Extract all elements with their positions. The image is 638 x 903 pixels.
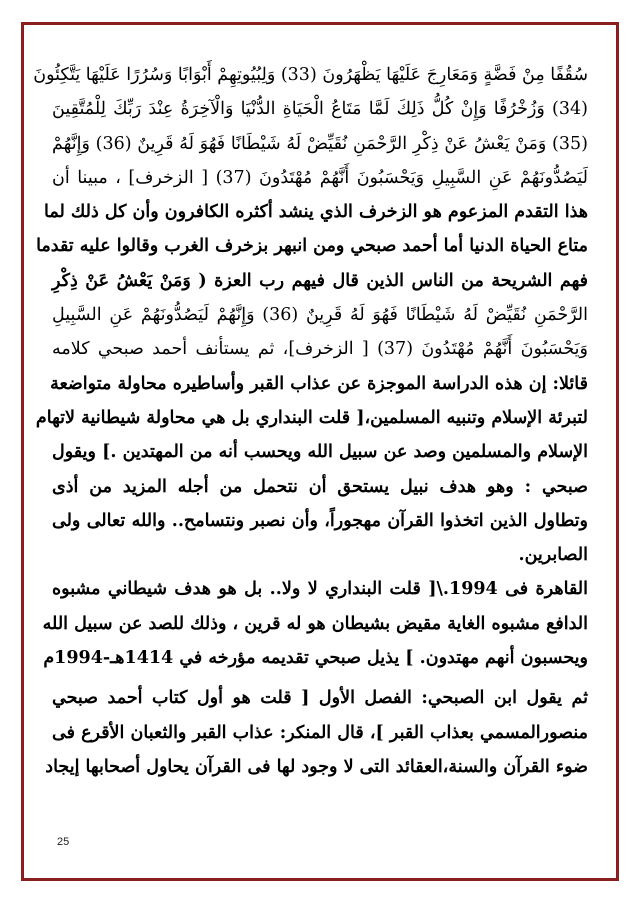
- text-line: (34) وَزُخْرُفًا وَإِنْ كُلُّ ذَلِكَ لَمَّا مَتَاعُ الْحَيَاةِ الدُّنْيَا وَالْآخِرَةُ عِنْدَ رَبِّكَ لِلْمُتَّقِينَ: [52, 99, 588, 120]
- text-line: فهم الشريحة من الناس الذين قال فيهم رب العزة ( وَمَنْ يَعْشُ عَنْ ذِكْرِ: [52, 270, 588, 291]
- text-line: الدافع مشبوه الغاية مقيض بشيطان هو له قرين ، وذلك للصد عن سبيل الله: [42, 613, 588, 634]
- text-line: منصورالمسمي بعذاب القبر ]، قال المنكر: عذاب القبر والثعبان الأقرع فى: [52, 722, 588, 743]
- text-line: وتطاول الذين اتخذوا القرآن مهجوراً، وأن نصبر ونتسامح.. والله تعالى ولى: [52, 510, 588, 531]
- text-line: الرَّحْمَنِ نُقَيِّضْ لَهُ شَيْطَانًا فَهُوَ لَهُ قَرِينٌ (36) وَإِنَّهُمْ لَيَصُدُّونَهُمْ عَنِ السَّبِيلِ: [52, 305, 588, 326]
- page-body: [33, 58, 589, 784]
- text-line: الإسلام والمسلمين وصد عن سبيل الله ويحسب أنه من المهتدين .] ويقول: [52, 442, 588, 463]
- text-line: (35) وَمَنْ يَعْشُ عَنْ ذِكْرِ الرَّحْمَنِ نُقَيِّضْ لَهُ شَيْطَانًا فَهُوَ لَهُ قَرِينٌ (36) وَإِنَّهُمْ: [52, 133, 588, 154]
- text-line: وَيَحْسَبُونَ أَنَّهُمْ مُهْتَدُونَ (37) [ الزخرف]، ثم يستأنف أحمد صبحي كلامه: [52, 339, 589, 360]
- text-line: متاع الحياة الدنيا أما أحمد صبحي ومن انبهر بزخرف الغرب وقالوا عليه تقدما: [36, 236, 588, 257]
- text-line: الصابرين.: [518, 545, 588, 566]
- text-line: ويحسبون أنهم مهتدون. ] يذيل صبحي تقديمه مؤرخه في 1414هـ-1994م: [43, 648, 588, 669]
- text-line: سُقُفًا مِنْ فَضَّةٍ وَمَعَارِجَ عَلَيْهَا يَظْهَرُونَ (33) وَلِبُيُوتِهِمْ أَبْوَابًا وَسُرُرًا عَلَيْهَا يَتَّكِئُونَ: [33, 65, 588, 85]
- text-line: لتبرئة الإسلام وتنبيه المسلمين،[ قلت البنداري بل هي محاولة شيطانية لاتهام: [35, 407, 588, 428]
- page-number: 25: [57, 836, 70, 848]
- text-line: هذا التقدم المزعوم هو الزخرف الذي ينشد أكثره الكافرون وأن كل ذلك لما: [44, 202, 588, 223]
- text-line: صبحي : وهو هدف نبيل يستحق أن نتحمل من أجله المزيد من أذى: [52, 476, 588, 497]
- text-line: قائلا: إن هذه الدراسة الموجزة عن عذاب القبر وأساطيره محاولة متواضعة: [50, 373, 588, 394]
- text-line: ثم يقول ابن الصبحي: الفصل الأول [ قلت هو أول كتاب أحمد صبحي: [52, 688, 588, 709]
- text-line: ضوء القرآن والسنة،العقائد التى لا وجود لها فى القرآن يحاول أصحابها إيجاد: [45, 756, 588, 777]
- text-line: لَيَصُدُّونَهُمْ عَنِ السَّبِيلِ وَيَحْسَبُونَ أَنَّهُمْ مُهْتَدُونَ (37) [ الزخرف] ، مبينا أن: [52, 167, 589, 188]
- text-line: القاهرة فى 1994.\[ قلت البنداري لا ولا.. بل هو هدف شيطاني مشبوه: [52, 579, 588, 600]
